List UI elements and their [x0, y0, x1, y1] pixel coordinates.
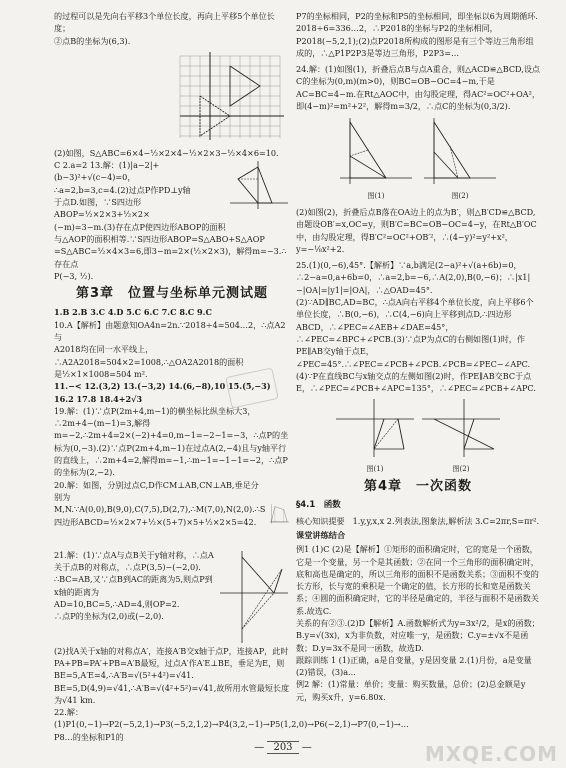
figure-caption: 图(1) — [366, 464, 384, 473]
answer-text: 核心知识提要 1.y,y,x,x 2.列表法,图象法,解析法 3.C=2πr,S=πr². — [296, 515, 540, 526]
answer-text: 例2 解：(1)常量：单价；变量：购买数量，总价；(2)总金额是y元，购买x升，y=6.80x. — [296, 679, 526, 702]
answer-text: 20.解：如图，分别过点C,D作CM⊥AB,CN⊥AB,垂足分别为M,N.∵A(0,0),B(9,0),C(7,5),D(2,7),∴M(7,0),N(2,0).∴S四边形ABCD=½×2×7+½×(5+7)×5+½×2×5=42. — [54, 479, 266, 527]
answer-text: 1.B 2.B 3.C 4.D 5.C 6.C 7.C 8.C 9.C — [54, 307, 212, 318]
answer-text: =S△ABC=½×4×3=6,即3−m=2×(½×2×3)，解得m=−3.∴存在点 — [54, 246, 287, 269]
answer-text: 22.解：(1)P1(0,−1)→P2(−5,2,1)→P3(−5,2,1,2)→P4(3,2,−1)→P5(1,2,0)→P6(−2,1)→P7(0,−1)→…P8…的坐标和P1的 — [54, 707, 409, 742]
subsection-heading: 课堂讲练结合 — [296, 529, 346, 540]
fold-figure-2 — [420, 116, 500, 186]
angle-figure-2 — [420, 397, 502, 459]
answer-text: AD=10,BC=5,∴AD=4,则OP=2. — [54, 598, 180, 609]
answer-text: 关系的有②③.(2)D【解析】A.函数解析式为y=3x²/2，是x的函数；B.y=√(3x)，x为非负数，对应唯一y，是函数；C.y=±√x不是函数；D.y=3x不是同一函数，故选D. — [296, 617, 540, 653]
figure-caption: 图(2) — [451, 191, 469, 200]
angle-figure-1 — [334, 397, 416, 459]
answer-text: 是½×1×1008=504 m². — [54, 368, 148, 379]
answer-text: P(−3, ½). — [54, 270, 94, 281]
answer-text: 例1 (1)C (2)是【解析】①矩形的面积确定时，它的宽是一个函数，它是一个变量，另一个是其函数；②在同一个三角形的面积确定时，底和高也是确定的，所以三角形的面积不是函数关系；③面积不变的长方形，长与宽的乘积是一个确定的值，长方形的长和宽是函数关系；④圆的面积确定时，它的半径是确定的，半径与面积不是函数关系.故选C. — [296, 544, 539, 616]
answer-text: ∴BC=AB,又∵点B到AC的距离为5,则点P到x轴的距离为 — [54, 574, 213, 597]
quadrilateral-figure — [269, 479, 290, 549]
answer-text: 于点D.如图，∵S四边形ABOP=½×2×3+½×2× — [54, 197, 150, 220]
right-column — [296, 10, 540, 703]
answer-text: (2)找A关于x轴的对称点A′，连接A′B交x轴于点P，连接AP，此时PA+PB=PA′+PB=A′B最短，过点A′作A′E⊥BE，垂足为E，则BE=5,A′E=4,∴A′B=√(5²+4²)=√41. — [54, 645, 289, 681]
answer-text: (2)∵AD∥BC,AD=BC，∴点A向右平移4个单位长度，向上平移6个单位长度，∴B(0,−6)，∴C(4,−6)向上平移到点D,∴四边形ABCD，∴∠PEC=∠AEB+∠DAE=45°，∴∠PEC=∠BPC+∠PCB.(3)∵点P为点C的右侧如图(1)时，作PE∥AB交y轴于点E，∠PEC=45°.∴∠PEC=∠PCB+∠PCB.∠PCB=∠PEC−∠APC. — [296, 297, 534, 369]
answer-text: 10.A【解析】由题意知OA4n=2n.∵2018÷4=504…2，∴点A2与 — [54, 319, 286, 343]
page-number-value: 203 — [267, 741, 298, 754]
page-number: — 203 — — [254, 742, 312, 753]
answer-text: BE=5,D(4,9)=√41,∴A′B=√(4²+5²)=√41,故所用水管最短长度为√41 km. — [54, 682, 290, 705]
answer-text: ②点B的坐标为(6,3). — [54, 35, 131, 46]
answer-text: (2)如图(2)，折叠后点B落在OA边上的点为B′，则△B′CD≌△BCD,由题设OB′=x,OC=y，则B′C=BC=OB−OC=4−y，在Rt△B′OC中，由勾股定理，得B′C²=OC²+OB′²，∴(4−y)²=y²+x²，y=−⅛x²+2. — [296, 206, 537, 254]
answer-text: ∴a=2,b=3,c=4.(2)过点P作PD⊥y轴 — [54, 184, 191, 195]
answer-text: C 2.a=2 13.解：(1)|a−2|+(b−3)²+√(c−4)=0， — [54, 160, 160, 183]
answer-text: 19.解：(1)∵点P(2m+4,m−1)的横坐标比纵坐标大3，∴2m+4−(m−1)=3,解得m=−2,∴2m+4=2×(−2)+4=0,m−1=−2−1=−3，∴点P的坐标为(0,−3).(2)∵点P(2m+4,m−1)在过点A(2,−4)且与y轴平行的直线上，∴2m+4=2,解得m=−1,∴m−1=−1−1=−2，∴点P的坐标为(2,−2). — [54, 405, 289, 478]
section-heading: §4.1 函数 — [296, 500, 341, 511]
chapter-heading: 第4章 一次函数 — [363, 479, 473, 495]
answer-text: 的过程可以是先向右平移3个单位长度，再向上平移5个单位长度； — [54, 11, 275, 34]
answer-text: 11.−< 12.(3,2) 13.(−3,2) 14.(6,−8),10 15.(5,−3) — [54, 381, 271, 392]
chapter-heading: 第3章 位置与坐标单元测试题 — [75, 286, 269, 302]
answer-text: ∴点P的坐标为(2,0)或(−2,0). — [54, 611, 164, 622]
answer-text: 16.2 17.8 18.4+2√3 — [54, 393, 143, 404]
answer-text: 跟踪训练 1 (1)正确，a是自变量，y是因变量 2.(1)月份，a是变量 (2)错误，(3)a... — [296, 654, 532, 678]
answer-text: (4)∵P在直线BC与x轴交点的左侧如图(2)时，作PE∥AB交BC于点E，∴∠PEC=∠PCB+∠APC=135°，∴∠PEC=∠PCB+∠APC. — [296, 370, 536, 394]
triangle-figure — [228, 159, 290, 211]
grid-figure — [172, 50, 290, 144]
coordinate-figure — [218, 549, 290, 645]
answer-text: (2)如图，S△ABC=6×4−½×2×4−½×2×3−½×4×6=10. — [54, 147, 279, 158]
figure-caption: 图(1) — [367, 191, 385, 200]
answer-text: P7的坐标相同，P2的坐标和P5的坐标相同，即坐标以6为周期循环. 2018÷6=336…2，∴P2018的坐标与P2的坐标相同，P2018(−5,2,1);(2)点P2018所构成的图形是有三个等边三角形组成的，∴△P1P2P3是等边三角形，P2P3=… — [296, 11, 538, 58]
answer-text: 25.(1)(0,−6),45°.【解析】∵a,b满足(2−a)²+√(a+6b)=0，∴2−a=0,a+6b=0，∴a=2,b=−6,∴A(2,0),B(0,−6)；∴|x1|−|OA|=|y1|=|OA|，∴△OAD=45°. — [296, 260, 531, 295]
answer-text: A2018均在同一水平线上，∴A2A2018=504×2=1008,∴△OA2A2018的面积 — [54, 344, 244, 367]
figure-caption: 图(2) — [452, 464, 470, 473]
answer-text: 与△AOP的面积相等.∵S四边形ABOP=S△ABO+S△AOP — [54, 233, 265, 244]
answer-text: 21.解：(1)∵点A与点B关于y轴对称，∴点A关于点B的对称点，∴点P(3,5)−(−2,0). — [54, 549, 214, 572]
fold-figure-1 — [336, 116, 416, 186]
answer-text: 24.解：(1)如图(1)，折叠后点B与点A重合，则△ACD≌△BCD,设点C的坐标为(0,m)(m>0)，则BC=OB−OC=4−m,于是AC=BC=4−m.在Rt△AOC中，由勾股定理，得AC²=OC²+OA²，即(4−m)²=m²+2²，解得m=3/2，∴点C的坐标为(0,3/2). — [296, 64, 541, 112]
answer-text: (−m)=3−m.(3)存在点P使四边形ABOP的面积 — [54, 221, 226, 232]
watermark-logo: MXQE.COM — [424, 742, 558, 766]
